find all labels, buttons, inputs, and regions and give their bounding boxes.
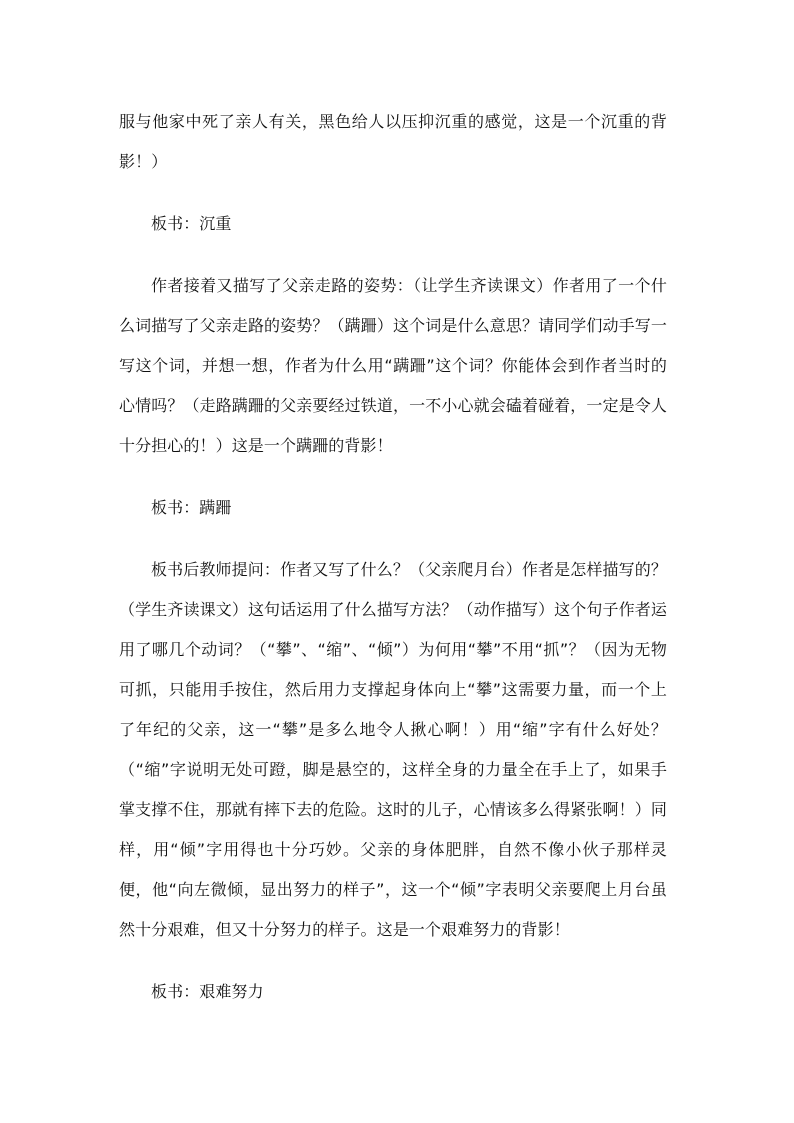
- paragraph-climbing-platform: 板书后教师提问：作者又写了什么？（父亲爬月台）作者是怎样描写的？（学生齐读课文）这句话运用了什么描写方法？（动作描写）这个句子作者运用了哪几个动词？（“攀”、“缩”、“倾”）为何用“攀”不用“抓”？（因为无物可抓，只能用手按住，然后用力支撑起身体向上“攀”这需要力量，而一个上了年纪的父亲，这一“攀”是多么地令人揪心啊！）用“缩”字有什么好处？（“缩”字说明无处可蹬，脚是悬空的，这样全身的力量全在手上了，如果手掌支撑不住，那就有摔下去的危险。这时的儿子，心情该多么得紧张啊！）同样，用“倾”字用得也十分巧妙。父亲的身体肥胖，自然不像小伙子那样灵便，他“向左微倾，显出努力的样子”，这一个“倾”字表明父亲要爬上月台虽然十分艰难，但又十分努力的样子。这是一个艰难努力的背影！: [119, 560, 667, 939]
- paragraph-continued: 服与他家中死了亲人有关，黑色给人以压抑沉重的感觉，这是一个沉重的背影！）: [119, 112, 667, 171]
- document-body: [119, 102, 667, 1034]
- blackboard-note-jiannan-nuli: 板书：艰难努力: [151, 982, 264, 1001]
- blackboard-note-panshan: 板书：蹒跚: [151, 498, 232, 517]
- blackboard-note-chenzhong: 板书：沉重: [151, 214, 232, 233]
- paragraph-walking-posture: 作者接着又描写了父亲走路的姿势：（让学生齐读课文）作者用了一个什么词描写了父亲走路的姿势？（蹒跚）这个词是什么意思？请同学们动手写一写这个词，并想一想，作者为什么用“蹒跚”这个词？你能体会到作者当时的心情吗？（走路蹒跚的父亲要经过铁道，一不小心就会磕着碰着，一定是令人十分担心的！）这是一个蹒跚的背影！: [119, 276, 667, 455]
